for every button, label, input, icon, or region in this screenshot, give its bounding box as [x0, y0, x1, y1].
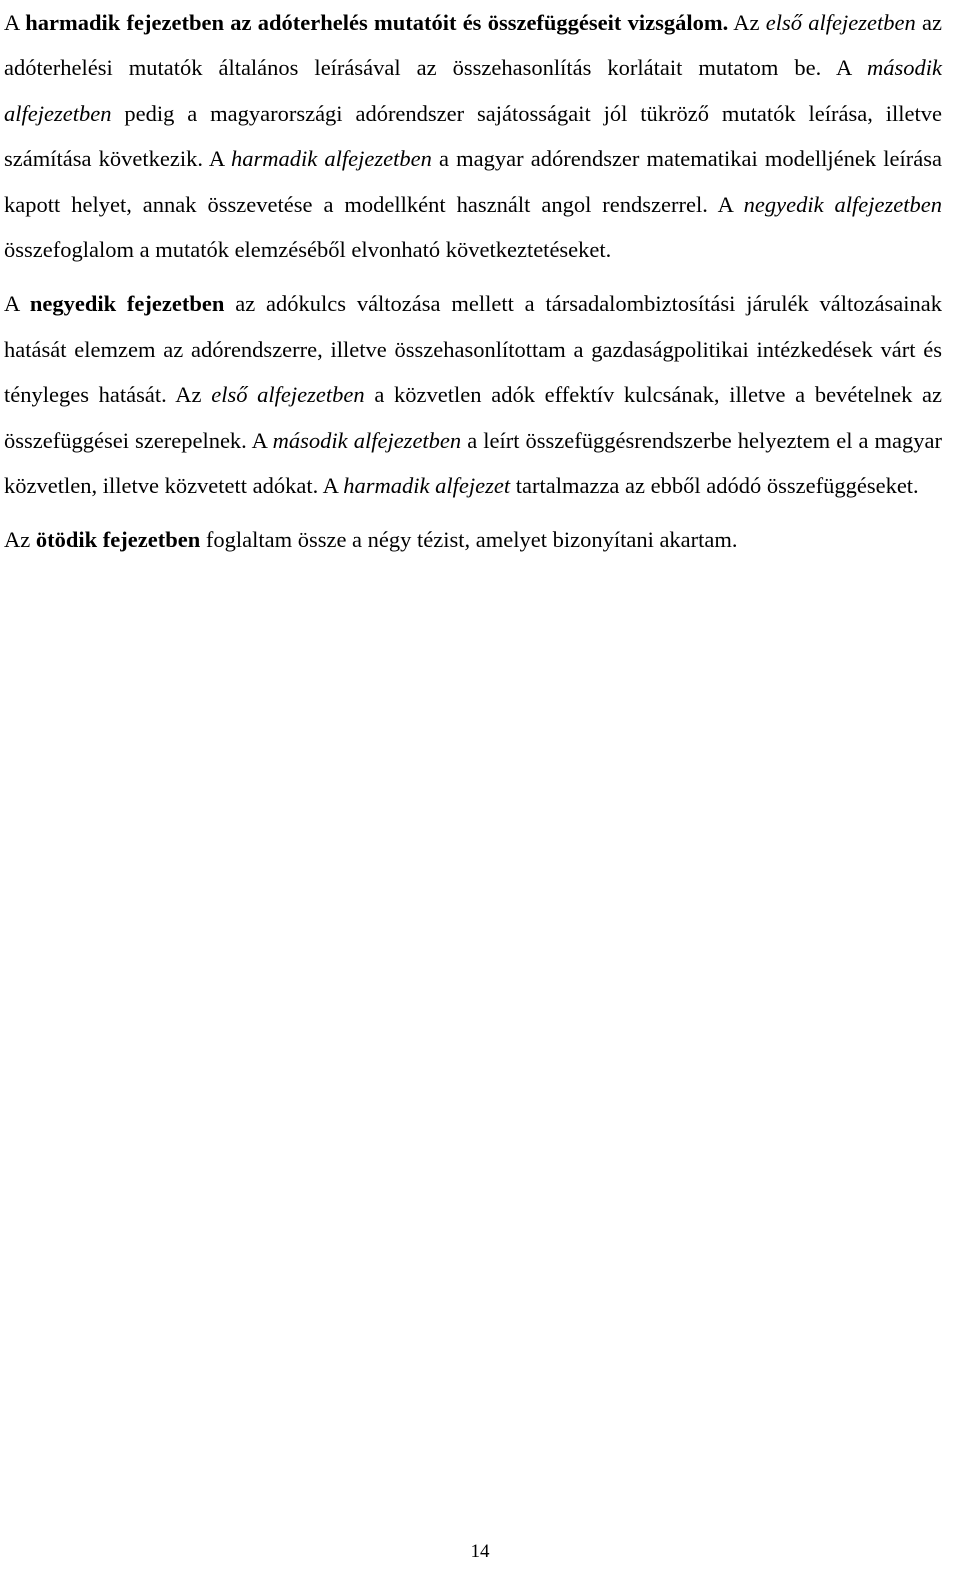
text-run: pedig a magyarországi adórendszer sajátosságait jól tükröző mutatók leírása, illetve számítása következik. A: [4, 100, 942, 172]
text-run: A: [4, 10, 26, 35]
paragraph-chapter-four-summary: [4, 281, 942, 508]
italic-text: második alfejezetben: [272, 427, 462, 453]
text-run: a magyar adórendszer matematikai modelljének leírása kapott helyet, annak összevetése a modellként használt angol rendszerrel. A: [4, 146, 942, 217]
italic-text: harmadik alfejezet: [343, 473, 511, 499]
italic-text: második alfejezetben: [4, 55, 942, 126]
page-number: 14: [470, 1541, 490, 1562]
text-run: Az: [4, 527, 36, 553]
bold-text: negyedik fejezetben: [29, 291, 225, 317]
text-run: az adóterhelési mutatók általános leírásával az összehasonlítás korlátait mutatom be. A: [4, 10, 942, 81]
text-run: A: [4, 291, 30, 317]
bold-text: ötödik fejezetben: [35, 527, 201, 553]
italic-text: első alfejezetben: [765, 10, 916, 35]
paragraph-chapter-five-summary: [4, 517, 942, 562]
text-run: a közvetlen adók effektív kulcsának, illetve a bevételnek az összefüggései szerepelnek. A: [4, 382, 943, 453]
text-run: tartalmazza az ebből adódó összefüggéseket.: [510, 473, 919, 499]
italic-text: negyedik alfejezetben: [743, 191, 942, 217]
text-run: foglaltam össze a négy tézist, amelyet bizonyítani akartam.: [200, 527, 738, 553]
text-run: a leírt összefüggésrendszerbe helyeztem el a magyar közvetlen, illetve közvetett adókat. A: [4, 427, 942, 499]
document-body: [4, 0, 942, 563]
text-run: összefoglalom a mutatók elemzéséből elvonható következtetéseket.: [4, 237, 612, 263]
text-run: Az: [728, 10, 766, 35]
bold-text: harmadik fejezetben az adóterhelés mutatóit és összefüggéseit vizsgálom.: [25, 10, 729, 35]
text-run: az adókulcs változása mellett a társadalombiztosítási járulék változásainak hatását elemzem az adórendszerre, illetve összehasonlítottam a gazdaságpolitikai intézkedések várt és tényleges hatását. Az: [4, 291, 942, 408]
italic-text: harmadik alfejezetben: [231, 146, 432, 172]
paragraph-chapter-three-summary: [4, 0, 942, 272]
italic-text: első alfejezetben: [211, 382, 365, 408]
